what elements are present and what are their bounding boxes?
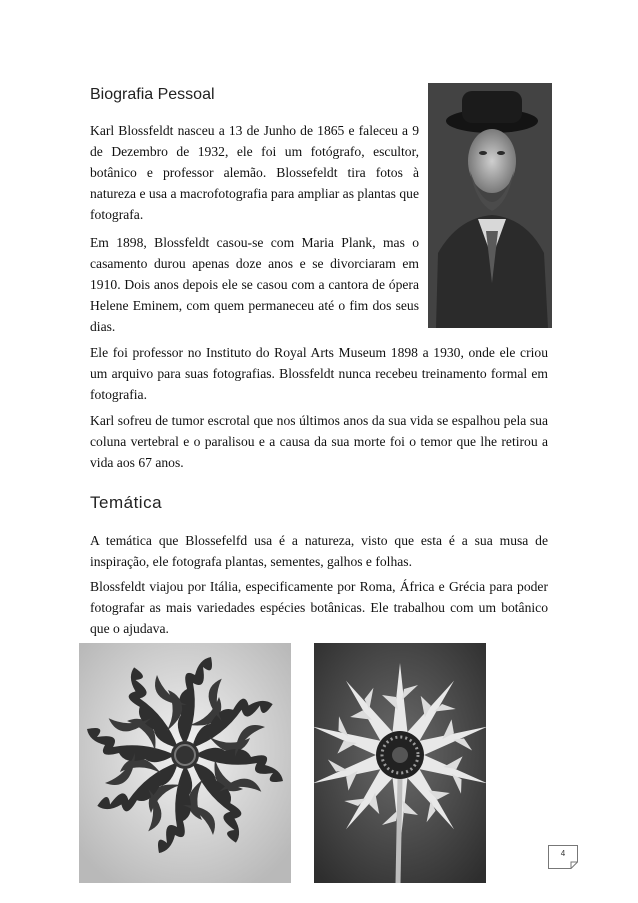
biography-paragraph-1: Karl Blossfeldt nasceu a 13 de Junho de 1865 e faleceu a 9 de Dezembro de 1932, ele foi um fotógrafo, escultor, botânico e professor alemão. Blossefeldt tira fotos à natureza e usa a macrofotografia para ampliar as plantas que fotografa. — [90, 123, 419, 222]
botanical-photo-thistle — [314, 643, 486, 883]
portrait-photo — [428, 83, 552, 328]
biography-paragraph-3: Ele foi professor no Instituto do Royal Arts Museum 1898 a 1930, onde ele criou um arquivo para suas fotografias. Blossfeldt nunca recebeu treinamento formal em fotografia. — [90, 345, 548, 402]
biography-heading: Biografia Pessoal — [90, 86, 215, 103]
biography-paragraph-2: Em 1898, Blossfeldt casou-se com Maria Plank, mas o casamento durou apenas doze anos e se divorciaram em 1910. Dois anos depois ele se casou com a cantora de ópera Helene Eminem, com quem permaneceu até o fim dos seus dias. — [90, 235, 419, 334]
tematica-paragraph-1: A temática que Blossefelfd usa é a natureza, visto que esta é a sua musa de inspiração, ele fotografa plantas, sementes, galhos e folhas. — [90, 533, 548, 569]
tematica-heading: Temática — [90, 493, 163, 512]
page-number-box — [548, 845, 578, 869]
biography-paragraph-4: Karl sofreu de tumor escrotal que nos últimos anos da sua vida se espalhou pela sua coluna vertebral e o paralisou e a causa da sua morte foi o temor que lhe retirou a vida aos 67 anos. — [90, 413, 548, 470]
botanical-photo-rosette — [79, 643, 291, 883]
tematica-paragraph-2: Blossfeldt viajou por Itália, especificamente por Roma, África e Grécia para poder fotografar as mais variedades espécies botânicas. Ele trabalhou com um botânico que o ajudava. — [90, 579, 548, 636]
page-number: 4 — [560, 849, 566, 858]
